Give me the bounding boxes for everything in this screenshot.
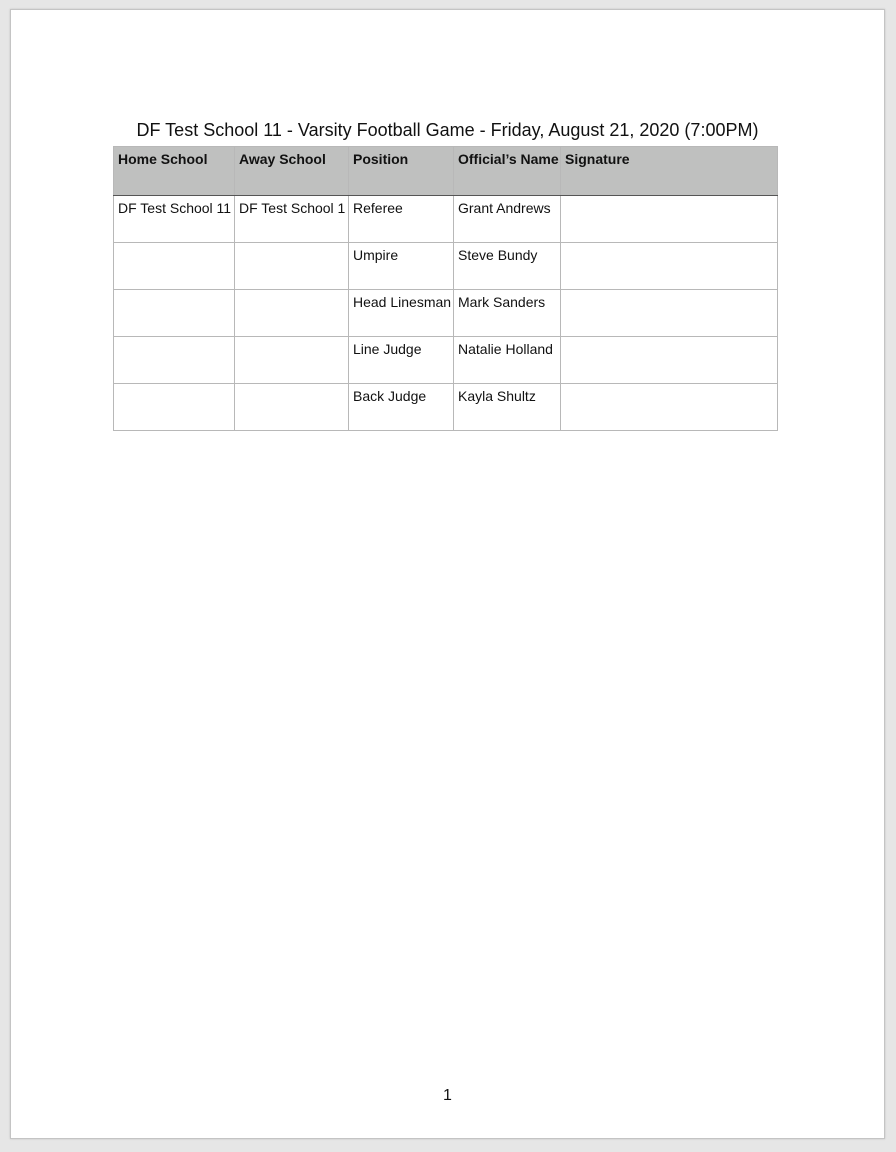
away-school-cell [235, 337, 349, 384]
position-cell: Head Linesman [349, 290, 454, 337]
home-school-cell [114, 290, 235, 337]
position-cell: Umpire [349, 243, 454, 290]
header-home-school: Home School [114, 147, 235, 196]
official-name-cell: Kayla Shultz [454, 384, 561, 431]
away-school-cell [235, 290, 349, 337]
header-position: Position [349, 147, 454, 196]
home-school-cell: DF Test School 11 [114, 196, 235, 243]
signature-cell [561, 290, 778, 337]
home-school-cell [114, 384, 235, 431]
document-page [10, 9, 885, 1139]
official-name-cell: Natalie Holland [454, 337, 561, 384]
table-row [114, 384, 778, 431]
official-name-cell: Steve Bundy [454, 243, 561, 290]
position-cell: Line Judge [349, 337, 454, 384]
header-officials-name: Official’s Name [454, 147, 561, 196]
official-name-cell: Mark Sanders [454, 290, 561, 337]
table-row [114, 337, 778, 384]
table-row [114, 196, 778, 243]
table-row [114, 243, 778, 290]
page-title: DF Test School 11 - Varsity Football Game - Friday, August 21, 2020 (7:00PM) [136, 120, 759, 140]
table-header-row [114, 147, 778, 196]
signature-cell [561, 196, 778, 243]
away-school-cell: DF Test School 1 [235, 196, 349, 243]
signature-cell [561, 337, 778, 384]
header-away-school: Away School [235, 147, 349, 196]
page-number: 1 [443, 1087, 452, 1104]
official-name-cell: Grant Andrews [454, 196, 561, 243]
signature-cell [561, 384, 778, 431]
away-school-cell [235, 243, 349, 290]
position-cell: Back Judge [349, 384, 454, 431]
home-school-cell [114, 243, 235, 290]
table-row [114, 290, 778, 337]
header-signature: Signature [561, 147, 778, 196]
signature-cell [561, 243, 778, 290]
home-school-cell [114, 337, 235, 384]
away-school-cell [235, 384, 349, 431]
officials-table [113, 146, 778, 431]
position-cell: Referee [349, 196, 454, 243]
